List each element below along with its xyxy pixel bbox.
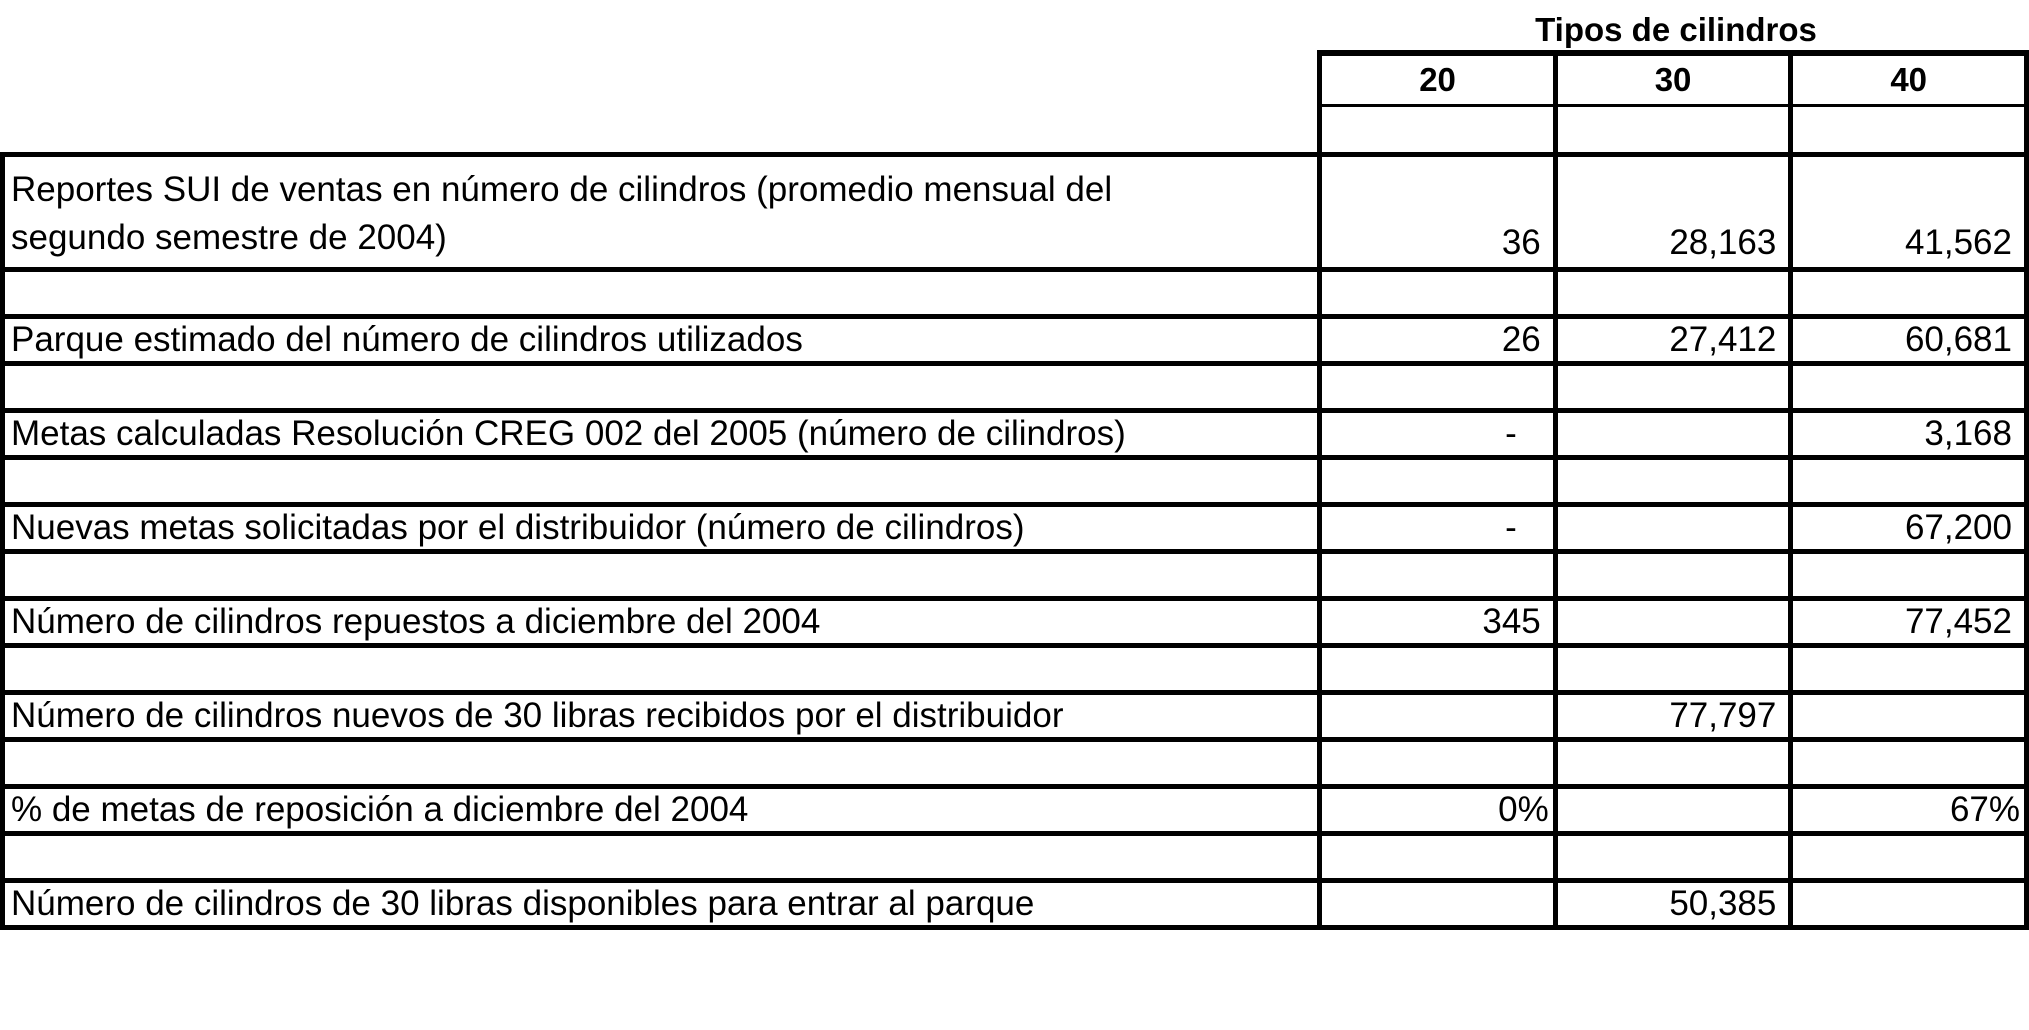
- row-label: % de metas de reposición a diciembre del 2004: [3, 787, 1320, 834]
- cell-30: 50,385: [1555, 881, 1791, 928]
- spacer-row: [3, 458, 2027, 505]
- column-header-40: 40: [1791, 53, 2027, 106]
- cell-40: 67,200: [1791, 505, 2027, 552]
- cell-30: [1555, 599, 1791, 646]
- row-label: Nuevas metas solicitadas por el distribuidor (número de cilindros): [3, 505, 1320, 552]
- cell-30: [1555, 411, 1791, 458]
- table-group-title: Tipos de cilindros: [1535, 11, 1817, 48]
- row-label: Parque estimado del número de cilindros utilizados: [3, 317, 1320, 364]
- table-row: [3, 599, 2027, 646]
- cell-40: 67%: [1791, 787, 2027, 834]
- cell-20: 0%: [1320, 787, 1555, 834]
- spacer-row: [3, 552, 2027, 599]
- row-label: Número de cilindros repuestos a diciembre del 2004: [3, 599, 1320, 646]
- header-empty-cell: [3, 53, 1320, 106]
- table-row: [3, 505, 2027, 552]
- row-label: [3, 155, 1320, 270]
- table-row: [3, 155, 2027, 270]
- cell-20: 36: [1320, 155, 1555, 270]
- table-row: [3, 411, 2027, 458]
- cell-30: 27,412: [1555, 317, 1791, 364]
- column-header-30: 30: [1555, 53, 1791, 106]
- table-row: [3, 693, 2027, 740]
- column-header-20: 20: [1320, 53, 1555, 106]
- table-row: [3, 787, 2027, 834]
- row-label-line: Reportes SUI de ventas en número de cilindros (promedio mensual del: [11, 170, 1113, 209]
- spacer-row: [3, 834, 2027, 881]
- cell-20: [1320, 693, 1555, 740]
- cell-40: 41,562: [1791, 155, 2027, 270]
- cell-20: -: [1320, 505, 1555, 552]
- cylinder-table: [0, 50, 2029, 930]
- cell-30: [1555, 505, 1791, 552]
- cell-20: -: [1320, 411, 1555, 458]
- cell-40: 60,681: [1791, 317, 2027, 364]
- cell-20: 345: [1320, 599, 1555, 646]
- table-row: [3, 317, 2027, 364]
- header-spacer-row: [3, 106, 2027, 155]
- row-label: Metas calculadas Resolución CREG 002 del 2005 (número de cilindros): [3, 411, 1320, 458]
- spacer-row: [3, 740, 2027, 787]
- row-label: Número de cilindros de 30 libras disponibles para entrar al parque: [3, 881, 1320, 928]
- cell-40: 3,168: [1791, 411, 2027, 458]
- spacer-row: [3, 364, 2027, 411]
- row-label: Número de cilindros nuevos de 30 libras recibidos por el distribuidor: [3, 693, 1320, 740]
- cell-30: 28,163: [1555, 155, 1791, 270]
- column-header-row: [3, 53, 2027, 106]
- cell-40: [1791, 881, 2027, 928]
- spacer-row: [3, 270, 2027, 317]
- cell-30: 77,797: [1555, 693, 1791, 740]
- cell-20: 26: [1320, 317, 1555, 364]
- cell-40: 77,452: [1791, 599, 2027, 646]
- row-label-line: segundo semestre de 2004): [11, 218, 447, 257]
- table-row: [3, 881, 2027, 928]
- cell-40: [1791, 693, 2027, 740]
- cell-30: [1555, 787, 1791, 834]
- spacer-row: [3, 646, 2027, 693]
- cell-20: [1320, 881, 1555, 928]
